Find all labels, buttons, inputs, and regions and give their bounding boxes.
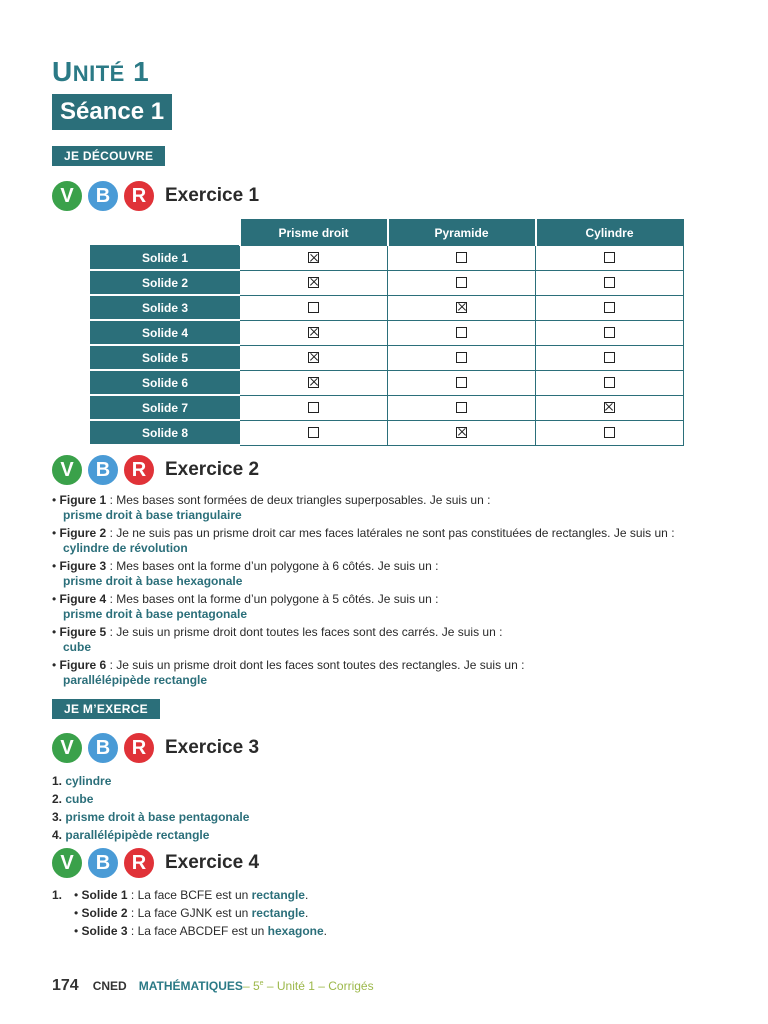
column-header: Cylindre — [536, 220, 684, 246]
face-answer: hexagone — [267, 924, 324, 938]
row-header: Solide 3 — [91, 295, 240, 320]
figure-question: • Figure 2 : Je ne suis pas un prisme droit car mes faces latérales ne sont pas constituées de rectangles. Je suis un : — [52, 526, 675, 540]
figure-answer: cube — [63, 640, 92, 654]
item-number: 1. — [52, 888, 63, 902]
seance-heading: Séance 1 — [52, 94, 172, 130]
empty-box-icon — [456, 377, 467, 388]
figure-label: Figure 4 — [59, 592, 107, 606]
list-item — [52, 826, 249, 844]
table-cell — [240, 420, 388, 445]
face-text: : La face ABCDEF est un — [127, 924, 268, 938]
figure-answer: prisme droit à base pentagonale — [63, 607, 248, 621]
table-row — [91, 270, 684, 295]
exercise-4-heading — [51, 846, 259, 880]
table-cell — [388, 320, 536, 345]
table-row — [91, 345, 684, 370]
table-header-row — [91, 220, 684, 246]
item-answer: parallélépipède rectangle — [65, 828, 210, 842]
exercise-title: Exercice 4 — [165, 852, 260, 873]
item-answer: prisme droit à base pentagonale — [65, 810, 250, 824]
solid-label: Solide 1 — [81, 888, 128, 902]
checked-box-icon — [308, 277, 319, 288]
badge-b: B — [87, 732, 119, 764]
figure-text: : Je suis un prisme droit dont toutes les faces sont des carrés. Je suis un : — [106, 625, 503, 639]
list-item — [52, 592, 675, 625]
exercise-3-heading — [51, 731, 259, 765]
face-punct: . — [304, 906, 309, 920]
badge-r: R — [123, 847, 155, 879]
figure-answer: parallélépipède rectangle — [63, 673, 208, 687]
table-row — [91, 395, 684, 420]
figure-label: Figure 1 — [59, 493, 107, 507]
figure-answer: cylindre de révolution — [63, 541, 188, 555]
face-sentence: • Solide 1 : La face BCFE est un rectangle. — [74, 888, 309, 902]
badge-v: V — [51, 847, 83, 879]
figure-text: : Mes bases ont la forme d’un polygone à 6 côtés. Je suis un : — [106, 559, 439, 573]
exercise-2-heading — [51, 453, 259, 487]
checked-box-icon — [456, 427, 467, 438]
list-item — [52, 625, 675, 658]
empty-box-icon — [308, 402, 319, 413]
checked-box-icon — [308, 352, 319, 363]
answer-list — [52, 772, 249, 844]
face-text: : La face BCFE est un — [127, 888, 252, 902]
empty-box-icon — [456, 277, 467, 288]
list-item — [52, 772, 249, 790]
empty-box-icon — [604, 302, 615, 313]
empty-box-icon — [604, 352, 615, 363]
empty-box-icon — [456, 252, 467, 263]
face-text: : La face GJNK est un — [127, 906, 252, 920]
empty-box-icon — [604, 427, 615, 438]
subject-label: MATHÉMATIQUES — [138, 979, 243, 993]
empty-box-icon — [456, 327, 467, 338]
je-decouvre-tag: JE DÉCOUVRE — [52, 146, 165, 166]
row-header: Solide 1 — [91, 246, 240, 271]
exercise-title: Exercice 1 — [165, 185, 260, 206]
badge-b: B — [87, 180, 119, 212]
table-row — [91, 320, 684, 345]
row-header: Solide 7 — [91, 395, 240, 420]
list-item — [52, 526, 675, 559]
footer-unit-text: – Unité 1 – Corrigés — [263, 979, 374, 993]
table-cell — [388, 246, 536, 271]
empty-box-icon — [604, 377, 615, 388]
badge-r: R — [123, 454, 155, 486]
cned-label: CNED — [92, 979, 127, 993]
table-cell — [388, 420, 536, 445]
exercise-1-heading — [51, 179, 259, 213]
unit-number: 1 — [133, 56, 150, 87]
table-cell — [388, 395, 536, 420]
item-number: 3. — [52, 810, 63, 824]
badge-v: V — [51, 180, 83, 212]
figure-question: • Figure 6 : Je suis un prisme droit dont les faces sont toutes des rectangles. Je suis un : — [52, 658, 525, 672]
table-cell — [536, 370, 684, 395]
page-footer — [52, 977, 374, 995]
checked-box-icon — [456, 302, 467, 313]
face-punct: . — [323, 924, 327, 938]
column-header: Prisme droit — [240, 220, 388, 246]
column-header: Pyramide — [388, 220, 536, 246]
list-item — [52, 493, 675, 526]
table-cell — [536, 420, 684, 445]
item-answer: cylindre — [65, 774, 112, 788]
table-cell — [536, 270, 684, 295]
checked-box-icon — [308, 377, 319, 388]
item-number: 4. — [52, 828, 63, 842]
footer-level — [243, 979, 374, 993]
table-cell — [388, 270, 536, 295]
empty-box-icon — [604, 327, 615, 338]
badge-r: R — [123, 180, 155, 212]
table-cell — [240, 270, 388, 295]
badge-v: V — [51, 454, 83, 486]
list-item — [52, 559, 675, 592]
table-cell — [536, 395, 684, 420]
item-number: 1. — [52, 774, 63, 788]
table-cell — [536, 345, 684, 370]
table-cell — [240, 395, 388, 420]
figure-text: : Mes bases sont formées de deux triangles superposables. Je suis un : — [106, 493, 491, 507]
table-row — [91, 420, 684, 445]
solid-label: Solide 2 — [81, 906, 128, 920]
figure-question: • Figure 1 : Mes bases sont formées de deux triangles superposables. Je suis un : — [52, 493, 491, 507]
figure-question: • Figure 3 : Mes bases ont la forme d’un polygone à 6 côtés. Je suis un : — [52, 559, 439, 573]
table-cell — [240, 345, 388, 370]
figure-list — [52, 493, 675, 691]
table-cell — [240, 370, 388, 395]
table-cell — [388, 370, 536, 395]
figure-answer: prisme droit à base triangulaire — [63, 508, 242, 522]
empty-box-icon — [456, 402, 467, 413]
empty-box-icon — [456, 352, 467, 363]
badge-r: R — [123, 732, 155, 764]
empty-box-icon — [604, 277, 615, 288]
empty-box-icon — [604, 252, 615, 263]
list-item — [52, 658, 675, 691]
table-row — [91, 370, 684, 395]
checked-box-icon — [604, 402, 615, 413]
unit-title-initial: U — [52, 56, 73, 87]
face-sentence: • Solide 3 : La face ABCDEF est un hexagone. — [74, 924, 327, 938]
badge-b: B — [87, 847, 119, 879]
figure-text: : Je suis un prisme droit dont les faces sont toutes des rectangles. Je suis un : — [106, 658, 525, 672]
table-corner — [91, 220, 240, 246]
empty-box-icon — [308, 302, 319, 313]
figure-text: : Je ne suis pas un prisme droit car mes faces latérales ne sont pas constituées de rectangles. Je suis un : — [106, 526, 675, 540]
item-answer: cube — [65, 792, 94, 806]
row-header: Solide 4 — [91, 320, 240, 345]
table-cell — [240, 295, 388, 320]
figure-label: Figure 3 — [59, 559, 107, 573]
figure-text: : Mes bases ont la forme d’un polygone à 5 côtés. Je suis un : — [106, 592, 439, 606]
unit-title-rest: NITÉ — [72, 61, 125, 86]
figure-label: Figure 2 — [59, 526, 107, 540]
figure-label: Figure 5 — [59, 625, 107, 639]
checked-box-icon — [308, 327, 319, 338]
badge-b: B — [87, 454, 119, 486]
table-cell — [536, 295, 684, 320]
checked-box-icon — [308, 252, 319, 263]
row-header: Solide 2 — [91, 270, 240, 295]
list-item — [52, 790, 249, 808]
badge-v: V — [51, 732, 83, 764]
figure-answer: prisme droit à base hexagonale — [63, 574, 243, 588]
solid-label: Solide 3 — [81, 924, 128, 938]
figure-question: • Figure 5 : Je suis un prisme droit dont toutes les faces sont des carrés. Je suis un : — [52, 625, 503, 639]
face-punct: . — [304, 888, 309, 902]
figure-question: • Figure 4 : Mes bases ont la forme d’un polygone à 5 côtés. Je suis un : — [52, 592, 439, 606]
exercise-title: Exercice 3 — [165, 737, 260, 758]
list-item — [52, 808, 249, 826]
table-cell — [536, 246, 684, 271]
footer-level-text: – 5 — [242, 979, 260, 993]
unit-title — [52, 56, 149, 88]
face-sentence: • Solide 2 : La face GJNK est un rectangle. — [74, 906, 309, 920]
page-number: 174 — [52, 977, 79, 994]
row-header: Solide 6 — [91, 370, 240, 395]
empty-box-icon — [308, 427, 319, 438]
face-answer: rectangle — [251, 888, 305, 902]
row-header: Solide 8 — [91, 420, 240, 445]
table-cell — [388, 345, 536, 370]
table-cell — [240, 320, 388, 345]
face-answer: rectangle — [251, 906, 305, 920]
solids-table — [90, 219, 684, 446]
table-row — [91, 295, 684, 320]
table-cell — [388, 295, 536, 320]
footer-level-sup: e — [259, 980, 264, 987]
item-number: 2. — [52, 792, 63, 806]
table-cell — [240, 246, 388, 271]
je-m-exerce-tag: JE M’EXERCE — [52, 699, 160, 719]
table-cell — [536, 320, 684, 345]
row-header: Solide 5 — [91, 345, 240, 370]
figure-label: Figure 6 — [59, 658, 107, 672]
table-row — [91, 246, 684, 271]
exercise-title: Exercice 2 — [165, 459, 260, 480]
